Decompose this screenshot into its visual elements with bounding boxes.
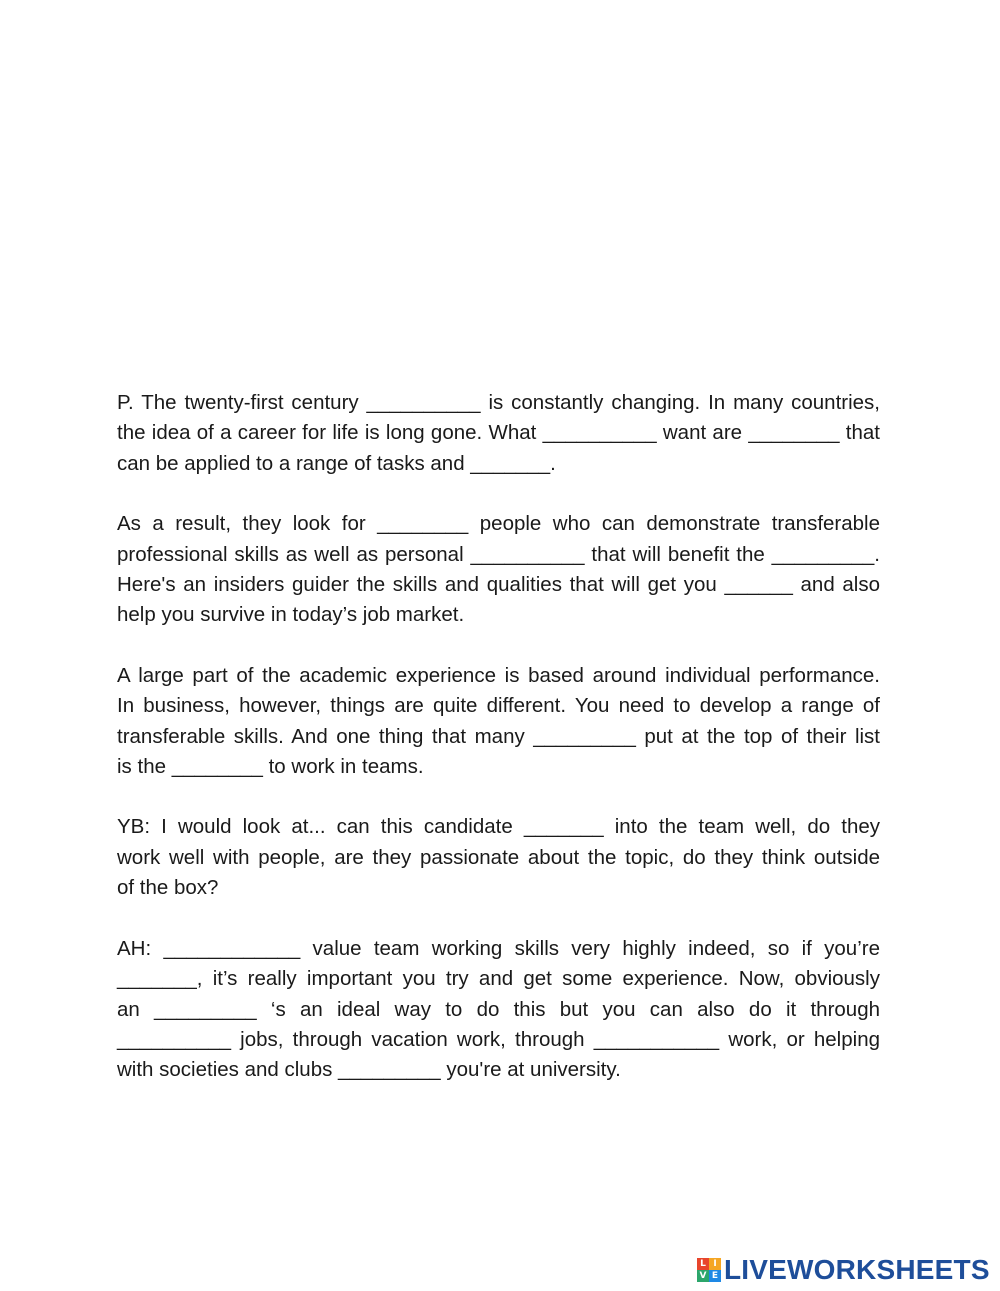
- logo-tile: V: [697, 1270, 709, 1282]
- text-line: with societies and clubs _________ you're at university.: [117, 1058, 621, 1082]
- text-line: the idea of a career for life is long gone. What __________ want are ________ that: [117, 421, 880, 445]
- text-line: As a result, they look for ________ people who can demonstrate transferable: [117, 512, 880, 536]
- paragraph-academic: [117, 661, 880, 783]
- text-line: transferable skills. And one thing that many _________ put at the top of their list: [117, 724, 880, 748]
- paragraph-ah: [117, 934, 880, 1086]
- logo-text: LIVEWORKSHEETS: [724, 1254, 990, 1285]
- text-line: can be applied to a range of tasks and _______.: [117, 451, 556, 475]
- text-line: help you survive in today’s job market.: [117, 603, 465, 627]
- paragraph-yb: [117, 812, 880, 903]
- text-line: _______, it’s really important you try and get some experience. Now, obviously: [117, 967, 880, 991]
- paragraph-intro: [117, 388, 880, 479]
- text-line: professional skills as well as personal __________ that will benefit the _________.: [117, 542, 880, 566]
- text-line: P. The twenty-first century __________ is constantly changing. In many countries,: [117, 391, 880, 414]
- text-line: of the box?: [117, 876, 219, 900]
- text-line: AH: ____________ value team working skills very highly indeed, so if you’re: [117, 936, 880, 960]
- text-line: work well with people, are they passionate about the topic, do they think outside: [117, 845, 880, 869]
- text-line: Here's an insiders guider the skills and qualities that will get you ______ and also: [117, 573, 880, 597]
- paragraph-result: [117, 509, 880, 631]
- text-line: A large part of the academic experience is based around individual performance.: [117, 663, 880, 687]
- text-line: __________ jobs, through vacation work, through ___________ work, or helping: [117, 1027, 880, 1051]
- logo-tile: L: [697, 1258, 709, 1270]
- liveworksheets-logo: [697, 1254, 990, 1286]
- text-line: is the ________ to work in teams.: [117, 755, 424, 779]
- logo-tile: I: [709, 1258, 721, 1270]
- text-line: In business, however, things are quite different. You need to develop a range of: [117, 694, 880, 718]
- text-line: YB: I would look at... can this candidate _______ into the team well, do they: [117, 815, 880, 839]
- logo-icon: [697, 1258, 721, 1282]
- logo-tile: E: [709, 1270, 721, 1282]
- worksheet-body: [117, 388, 880, 1116]
- text-line: an _________ ‘s an ideal way to do this but you can also do it through: [117, 997, 880, 1021]
